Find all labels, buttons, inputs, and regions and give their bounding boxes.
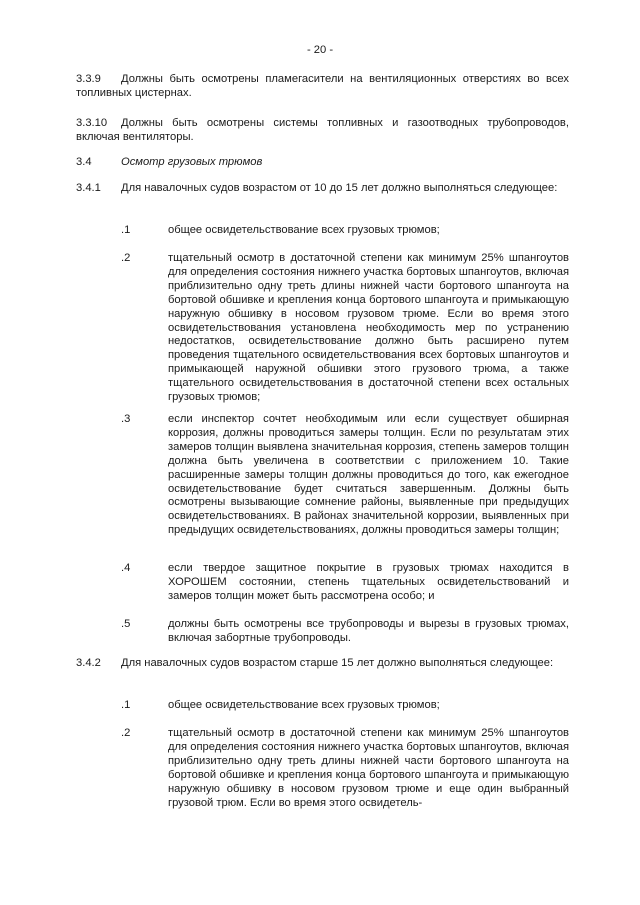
- list-item-text: общее освидетельствование всех грузовых трюмов;: [168, 699, 440, 711]
- list-item: [121, 699, 569, 713]
- clause-text: Для навалочных судов возрастом старше 15 лет должно выполняться следующее:: [121, 657, 554, 669]
- section-heading: [76, 156, 263, 170]
- clause-number: 3.4.1: [76, 182, 101, 194]
- paragraph-number: 3.3.9: [76, 73, 101, 85]
- paragraph-text: Должны быть осмотрены системы топливных и газоотводных трубопроводов, включая вентиляторы.: [76, 117, 569, 143]
- list-item: [121, 562, 569, 604]
- list-item-number: .2: [121, 252, 131, 264]
- list-item-text: если инспектор сочтет необходимым или если существует обширная коррозия, должны проводиться замеры толщин. Если по результатам этих замеров толщин выявлена значительная коррозия, степень замеров толщин должна быть увеличена в соответствии с приложением 10. Такие расширенные замеры толщин должны проводиться до того, как ежегодное освидетельствование будет считаться завершенным. Должны быть осмотрены вызывающие сомнение районы, выявленные при предыдущих освидетельствованиях. В районах значительной коррозии, выявленных при предыдущих освидетельствованиях, должны проводиться замеры толщин;: [168, 413, 569, 537]
- clause-text: Для навалочных судов возрастом от 10 до 15 лет должно выполняться следующее:: [121, 182, 558, 194]
- paragraph-3-3-10: [76, 117, 569, 145]
- page-number: - 20 -: [306, 44, 334, 56]
- list-item: [121, 727, 569, 810]
- list-item-number: .3: [121, 413, 131, 425]
- section-number: 3.4: [76, 156, 92, 168]
- list-item: [121, 618, 569, 646]
- paragraph-3-3-9: [76, 73, 569, 101]
- section-title: Осмотр грузовых трюмов: [121, 156, 263, 168]
- paragraph-number: 3.3.10: [76, 117, 108, 129]
- list-item-text: общее освидетельствование всех грузовых трюмов;: [168, 224, 440, 236]
- list-item-text: тщательный осмотр в достаточной степени как минимум 25% шпангоутов для определения состояния нижнего участка бортовых шпангоутов, включая приблизительно одну треть длины нижней части бортового шпангоута на бортовой обшивке и крепления конца бортового шпангоута и примыкающую наружную обшивку в носовом грузовом трюме. Если во время этого освидетельствования установлена необходимость мер по устранению недостатков, освидетельствование должно быть расширено путем проведения тщательного освидетельствования всех бортовых шпангоутов и примыкающей наружной обшивки этого грузового трюма, а также тщательного освидетельствования в достаточной степени всех остальных грузовых трюмов;: [168, 252, 569, 404]
- list-item-number: .4: [121, 562, 131, 574]
- list-item: [121, 224, 569, 238]
- list-item: [121, 413, 569, 538]
- clause-number: 3.4.2: [76, 657, 101, 669]
- clause-3-4-2: [76, 657, 569, 671]
- list-item-number: .5: [121, 618, 131, 630]
- paragraph-text: Должны быть осмотрены пламегасители на вентиляционных отверстиях во всех топливных цистернах.: [76, 73, 569, 99]
- list-item-text: если твердое защитное покрытие в грузовых трюмах находится в ХОРОШЕМ состоянии, степень тщательных освидетельствований и замеров толщин может быть рассмотрена особо; и: [168, 562, 569, 602]
- list-item: [121, 252, 569, 405]
- clause-3-4-1: [76, 182, 569, 196]
- list-item-number: .1: [121, 699, 131, 711]
- list-item-text: должны быть осмотрены все трубопроводы и вырезы в грузовых трюмах, включая забортные трубопроводы.: [168, 618, 569, 644]
- list-item-number: .2: [121, 727, 131, 739]
- list-item-number: .1: [121, 224, 131, 236]
- list-item-text: тщательный осмотр в достаточной степени как минимум 25% шпангоутов для определения состояния нижнего участка бортовых шпангоутов, включая приблизительно одну треть длины нижней части бортового шпангоута на бортовой обшивке и крепления конца бортового шпангоута и примыкающую наружную обшивку в носовом грузовом трюме и еще один выбранный грузовой трюм. Если во время этого освидетель-: [168, 727, 569, 809]
